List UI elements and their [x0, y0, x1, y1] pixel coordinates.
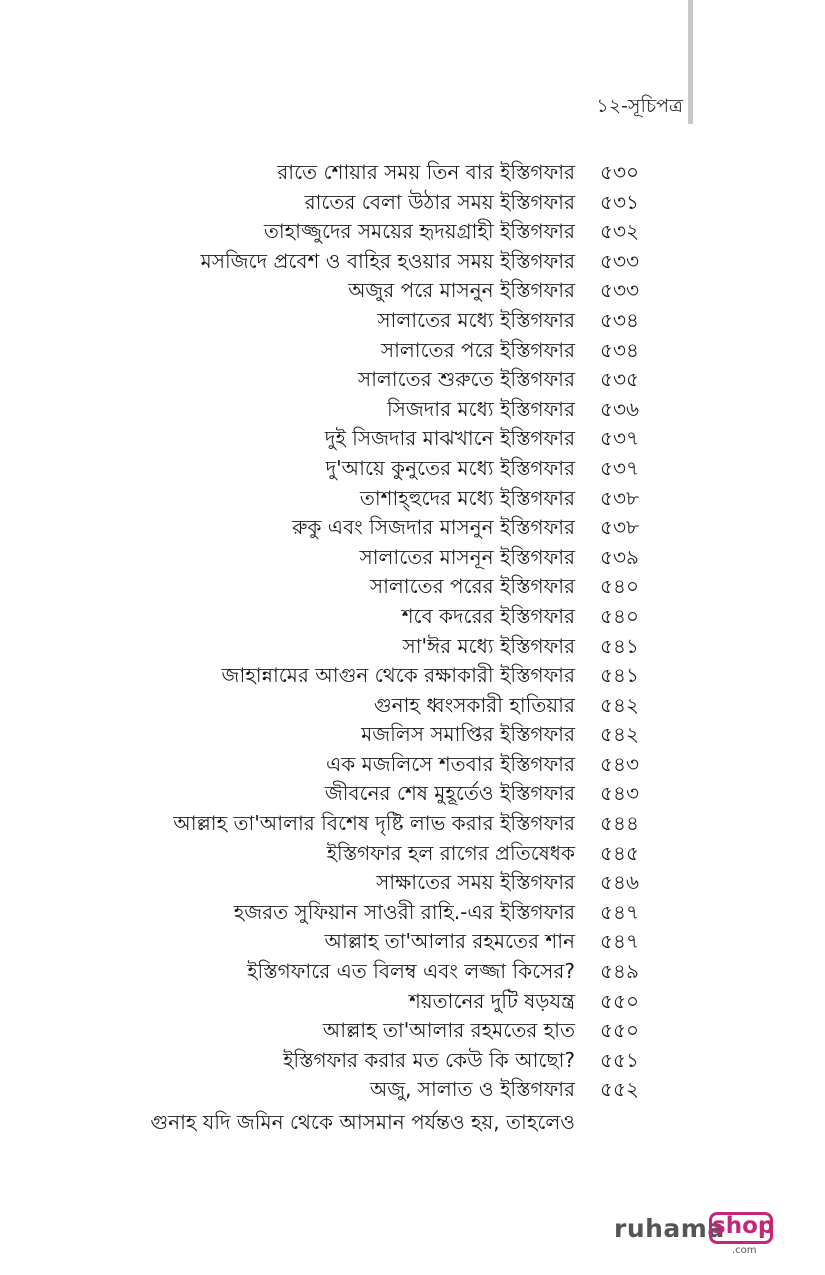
toc-entry-title: এক মজলিসে শতবার ইস্তিগফার [326, 751, 575, 776]
toc-entry-title: শয়তানের দুটি ষড়যন্ত্র [409, 988, 575, 1013]
toc-entry-page-number: ৫৩১ [600, 189, 639, 214]
toc-entry-page-number: ৫৩৮ [600, 485, 639, 510]
toc-entry-title: ইস্তিগফারে এত বিলম্ব এবং লজ্জা কিসের? [247, 959, 575, 984]
toc-entry-title: সালাতের মাসনূন ইস্তিগফার [359, 544, 575, 569]
toc-entry [0, 987, 825, 1017]
toc-entry-page-number: ৫৪৪ [600, 811, 639, 836]
toc-entry [0, 306, 825, 336]
toc-entry-page-number: ৫৪৭ [600, 899, 639, 924]
toc-entry-title: সালাতের পরে ইস্তিগফার [380, 337, 575, 362]
toc-entry [0, 1016, 825, 1046]
toc-entry-page-number: ৫৪১ [600, 663, 639, 688]
toc-entry-title: অজুর পরে মাসনুন ইস্তিগফার [348, 278, 575, 303]
toc-entry-title: সিজদার মধ্যে ইস্তিগফার [386, 396, 575, 421]
toc-entry-title: দু'আয়ে কুনুতের মধ্যে ইস্তিগফার [325, 455, 575, 480]
toc-entry [0, 809, 825, 839]
toc-entry-title: শবে কদরের ইস্তিগফার [401, 603, 575, 628]
toc-entry [0, 868, 825, 898]
toc-entry-page-number: ৫৪০ [600, 574, 639, 599]
toc-entry [0, 484, 825, 514]
toc-entry [0, 602, 825, 632]
toc-entry-title: রাতে শোয়ার সময় তিন বার ইস্তিগফার [277, 160, 575, 184]
toc-entry [0, 957, 825, 987]
toc-entry-page-number: ৫৪২ [600, 692, 639, 717]
toc-entry-title: ইস্তিগফার করার মত কেউ কি আছো? [282, 1047, 575, 1072]
toc-entry-page-number: ৫৩০ [600, 160, 639, 184]
toc-entry-title: ইস্তিগফার হল রাগের প্রতিষেধক [326, 840, 575, 865]
toc-entry-title: দুই সিজদার মাঝখানে ইস্তিগফার [324, 426, 575, 451]
toc-entry-title: মসজিদে প্রবেশ ও বাহির হওয়ার সময় ইস্তিগফার [200, 248, 575, 273]
page-edge-rule [688, 0, 693, 124]
toc-entry-page-number: ৫৩৯ [600, 544, 639, 569]
toc-entry-page-number: ৫৫০ [600, 988, 639, 1013]
toc-entry [0, 632, 825, 662]
toc-entry [0, 750, 825, 780]
toc-entry [0, 454, 825, 484]
toc-entry-page-number: ৫৫০ [600, 1018, 639, 1043]
toc-entry-title: জীবনের শেষ মুহূর্তেও ইস্তিগফার [324, 781, 575, 806]
toc-entry [0, 691, 825, 721]
toc-entry-page-number: ৫৩৮ [600, 515, 639, 540]
toc-entry-page-number: ৫৪৩ [600, 751, 639, 776]
toc-entry-page-number: ৫৪৭ [600, 929, 639, 954]
toc-entry-title: অজু, সালাত ও ইস্তিগফার [369, 1077, 575, 1102]
toc-entry-page-number: ৫৪৫ [600, 840, 639, 865]
toc-entry-page-number: ৫৫১ [600, 1047, 639, 1072]
toc-entry-page-number: ৫৪২ [600, 722, 639, 747]
table-of-contents [0, 158, 825, 1105]
toc-entry-page-number: ৫৪৬ [600, 870, 639, 895]
logo-text-shop: shop [712, 1213, 775, 1239]
toc-entry-title: সা'ঈর মধ্যে ইস্তিগফার [402, 633, 575, 658]
toc-entry [0, 839, 825, 869]
toc-entry-title: তাহাজ্জুদের সময়ের হৃদয়গ্রাহী ইস্তিগফার [263, 219, 575, 244]
toc-entry-page-number: ৫৩৭ [600, 455, 639, 480]
toc-entry [0, 424, 825, 454]
toc-entry-title: হজরত সুফিয়ান সাওরী রাহি.-এর ইস্তিগফার [233, 899, 575, 924]
toc-entry [0, 365, 825, 395]
toc-entry [0, 336, 825, 366]
toc-entry [0, 1046, 825, 1076]
toc-entry [0, 927, 825, 957]
toc-entry-title: তাশাহ্হুদের মধ্যে ইস্তিগফার [359, 485, 575, 510]
toc-entry-page-number: ৫৩৩ [600, 248, 639, 273]
toc-entry [0, 1075, 825, 1105]
ruhamashop-logo [614, 1212, 784, 1260]
toc-entry [0, 188, 825, 218]
page-header: ১২-সূচিপত্র [596, 95, 683, 117]
toc-entry-page-number: ৫৩৭ [600, 426, 639, 451]
toc-entry-page-number: ৫৩৬ [600, 396, 639, 421]
toc-entry-title: সালাতের শুরুতে ইস্তিগফার [357, 367, 575, 392]
toc-entry-page-number: ৫৩৩ [600, 278, 639, 303]
logo-shop-badge [709, 1212, 773, 1244]
toc-entry [0, 217, 825, 247]
toc-entry [0, 158, 825, 188]
toc-entry-title: সালাতের মধ্যে ইস্তিগফার [377, 307, 575, 332]
toc-entry-page-number: ৫৪৯ [600, 959, 639, 984]
toc-entry-page-number: ৫৩৪ [600, 307, 639, 332]
toc-entry-title: সালাতের পরের ইস্তিগফার [369, 574, 575, 599]
toc-entry-title: আল্লাহ তা'আলার বিশেষ দৃষ্টি লাভ করার ইস্তিগফার [173, 811, 575, 836]
toc-entry-title: মজলিস সমাপ্তির ইস্তিগফার [361, 722, 575, 747]
toc-entry-page-number: ৫৪৩ [600, 781, 639, 806]
toc-entry [0, 543, 825, 573]
toc-entry-title: গুনাহ ধ্বংসকারী হাতিয়ার [373, 692, 575, 717]
toc-entry [0, 898, 825, 928]
toc-entry-title: আল্লাহ তা'আলার রহমতের হাত [322, 1018, 575, 1043]
toc-entry-title: সাক্ষাতের সময় ইস্তিগফার [376, 870, 575, 895]
toc-entry-title: আল্লাহ তা'আলার রহমতের শান [324, 929, 575, 954]
toc-entry [0, 720, 825, 750]
toc-entry [0, 513, 825, 543]
toc-entry-page-number: ৫৫২ [600, 1077, 639, 1102]
continued-entry-title: গুনাহ যদি জমিন থেকে আসমান পর্যন্তও হয়, তাহলেও [150, 1110, 575, 1134]
logo-text-ruhama: ruhama [614, 1214, 725, 1243]
toc-entry-title: রাতের বেলা উঠার সময় ইস্তিগফার [304, 189, 575, 214]
toc-entry-title: জাহান্নামের আগুন থেকে রক্ষাকারী ইস্তিগফার [221, 663, 575, 688]
toc-entry-page-number: ৫৪১ [600, 633, 639, 658]
toc-entry-page-number: ৫৩৫ [600, 367, 639, 392]
toc-entry [0, 572, 825, 602]
toc-entry [0, 661, 825, 691]
toc-entry [0, 276, 825, 306]
toc-entry [0, 779, 825, 809]
toc-entry [0, 395, 825, 425]
toc-entry-page-number: ৫৩৪ [600, 337, 639, 362]
logo-text-com: .com [732, 1245, 757, 1256]
toc-entry-page-number: ৫৩২ [600, 219, 639, 244]
toc-entry-page-number: ৫৪০ [600, 603, 639, 628]
toc-entry [0, 247, 825, 277]
toc-entry-title: রুকু এবং সিজদার মাসনুন ইস্তিগফার [292, 515, 575, 540]
